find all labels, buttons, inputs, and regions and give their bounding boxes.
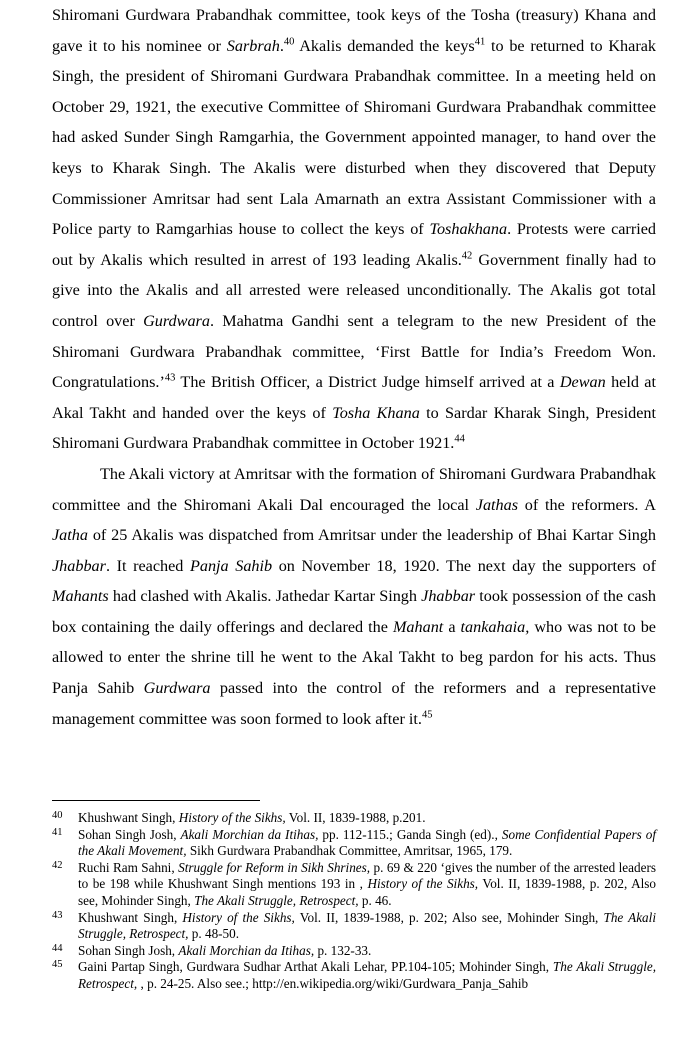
text-run: pp. 112-115.; Ganda Singh (ed)., — [318, 826, 502, 842]
italic-term: The Akali Struggle, Retrospect, — [78, 959, 657, 991]
text-run: to Sardar Kharak Singh, President Shiromani Gurdwara Prabandhak committee in October 1921. — [52, 403, 656, 453]
text-run: Shiromani Gurdwara Prabandhak committee, took keys of the Tosha (treasury) Khana and gave it to his nominee or — [52, 6, 656, 55]
footnote-text — [78, 860, 656, 910]
footnote-row — [52, 810, 656, 827]
footnote-number: 40 — [52, 810, 63, 821]
text-run: Khushwant Singh, — [78, 810, 179, 825]
text-run: on November 18, 1920. The next day the supporters of — [272, 556, 656, 575]
italic-term: Dewan — [559, 373, 606, 392]
italic-term: The Akali Struggle, Retrospect, — [194, 892, 359, 908]
text-run: Sohan Singh Josh, — [78, 826, 181, 842]
text-run: . Protests were carried out by Akalis which resulted in arrest of 193 leading Akalis. — [52, 220, 656, 269]
italic-term: Toshakhana — [429, 220, 508, 239]
footnote-row — [52, 860, 656, 910]
footnote-reference: 42 — [461, 250, 473, 262]
italic-term: History of the Sikhs, — [182, 909, 295, 925]
text-run: had clashed with Akalis. Jathedar Kartar Singh — [108, 587, 422, 606]
text-run: . — [279, 36, 284, 55]
text-run: Vol. II, 1839-1988, p. 202; Also see, Mohinder Singh, — [294, 909, 604, 925]
footnote-text — [78, 959, 656, 992]
text-run: , p. 24-25. Also see.; http://en.wikipedia.org/wiki/Gurdwara_Panja_Sahib — [137, 975, 529, 991]
footnote-reference: 40 — [283, 36, 295, 48]
text-run: of the reformers. A — [518, 495, 656, 514]
text-run: Khushwant Singh, — [78, 909, 183, 925]
footnote-separator-rule — [52, 800, 260, 801]
italic-term: Mahant — [392, 617, 444, 636]
footnote-number: 44 — [52, 942, 63, 954]
italic-term: Struggle for Reform in Sikh Shrines, — [178, 859, 371, 875]
text-run: took possession of the cash box containing the daily offerings and declared the — [52, 587, 657, 636]
footnote-rows — [52, 810, 656, 993]
text-run: p. 48-50. — [188, 926, 240, 942]
text-run: p. 69 & 220 ‘gives the number of the arrested leaders to be 198 while Khushwant Singh mentions 193 in , — [78, 859, 656, 892]
text-run: Government finally had to give into the Akalis and all arrested were released unconditionally. The Akalis got total control over — [52, 250, 656, 330]
footnote-number: 41 — [52, 826, 63, 838]
footnote-row — [52, 943, 656, 960]
text-run: The British Officer, a District Judge himself arrived at a — [175, 373, 560, 392]
footnote-text — [78, 810, 656, 827]
text-run: . It reached — [105, 556, 190, 575]
text-run: Vol. II, 1839-1988, p. 202, Also see, Mohinder Singh, — [78, 876, 656, 908]
italic-term: Akali Morchian da Itihas, — [178, 942, 315, 958]
footnote-reference: 44 — [454, 433, 465, 445]
footnote-text — [78, 943, 656, 960]
italic-term: Akali Morchian da Itihas, — [180, 826, 319, 842]
paragraph-1 — [52, 0, 656, 459]
italic-term: tankahaia, — [460, 617, 530, 636]
footnote-row — [52, 910, 656, 943]
footnote-row — [52, 959, 656, 992]
text-run: of 25 Akalis was dispatched from Amritsar under the leadership of Bhai Kartar Singh — [87, 526, 656, 545]
text-run: a — [443, 617, 461, 636]
italic-term: History of the Sikhs, — [178, 810, 286, 825]
footnote-row — [52, 827, 656, 860]
italic-term: Tosha Khana — [332, 403, 420, 422]
text-run: who was not to be allowed to enter the shrine till he went to the Akal Takht to beg pardon for his acts. Thus Panja Sahib — [52, 617, 656, 698]
text-run: Sikh Gurdwara Prabandhak Committee, Amritsar, 1965, 179. — [186, 843, 513, 859]
footnote-number: 43 — [52, 909, 63, 921]
italic-term: The Akali Struggle, Retrospect, — [78, 909, 656, 942]
italic-term: Sarbrah — [226, 36, 280, 55]
text-run: Ruchi Ram Sahni, — [78, 859, 179, 875]
text-run: Akalis demanded the keys — [294, 36, 475, 55]
italic-term: Panja Sahib — [189, 556, 273, 575]
footnote-reference: 41 — [474, 36, 486, 48]
text-run: Vol. II, 1839-1988, p.201. — [285, 810, 426, 825]
text-run: p. 132-33. — [314, 942, 372, 958]
italic-term: Jhabbar — [52, 556, 106, 575]
paragraph-2 — [52, 459, 656, 734]
italic-term: Jhabbar — [421, 587, 476, 606]
italic-term: Mahants — [52, 587, 109, 606]
text-run: passed into the control of the reformers and a representative management committee was soon formed to look after it. — [52, 679, 656, 728]
footnote-number: 42 — [52, 859, 63, 871]
footnote-reference: 43 — [164, 372, 176, 384]
text-run: The Akali victory at Amritsar with the formation of Shiromani Gurdwara Prabandhak committee and the Shiromani Akali Dal encouraged the local — [52, 464, 656, 514]
footnote-number: 45 — [52, 959, 63, 971]
italic-term: Gurdwara — [143, 311, 210, 330]
text-run: to be returned to Kharak Singh, the president of Shiromani Gurdwara Prabandhak committee. In a meeting held on October 29, 1921, the executive Committee of Shiromani Gurdwara Prabandhak committee had asked Sunder Singh Ramgarhia, the Government appointed manager, to hand over the keys to Kharak Singh. The Akalis were disturbed when they discovered that Deputy Commissioner Amritsar had sent Lala Amarnath an extra Assistant Commissioner with a Police party to Ramgarhias house to collect the keys of — [52, 36, 657, 239]
footnote-reference: 45 — [421, 709, 433, 721]
text-run: held at Akal Takht and handed over the keys of — [52, 373, 656, 422]
footnote-area — [52, 800, 656, 993]
footnote-list — [52, 810, 656, 993]
footnote-text — [78, 910, 656, 943]
italic-term: History of the Sikhs, — [367, 876, 479, 892]
italic-term: Jathas — [475, 495, 519, 514]
footnote-text — [78, 827, 656, 860]
text-run: Sohan Singh Josh, — [78, 942, 179, 958]
body-text-column — [52, 0, 656, 734]
italic-term: Jatha — [52, 526, 88, 545]
italic-term: Some Confidential Papers of the Akali Movement, — [78, 826, 657, 859]
italic-term: Gurdwara — [143, 679, 211, 698]
text-run: p. 46. — [358, 892, 392, 908]
text-run: . Mahatma Gandhi sent a telegram to the new President of the Shiromani Gurdwara Prabandhak committee, ‘First Battle for India’s Freedom Won. Congratulations.’ — [52, 311, 656, 392]
text-run: Gaini Partap Singh, Gurdwara Sudhar Arthat Akali Lehar, PP.104-105; Mohinder Singh, — [78, 959, 553, 975]
